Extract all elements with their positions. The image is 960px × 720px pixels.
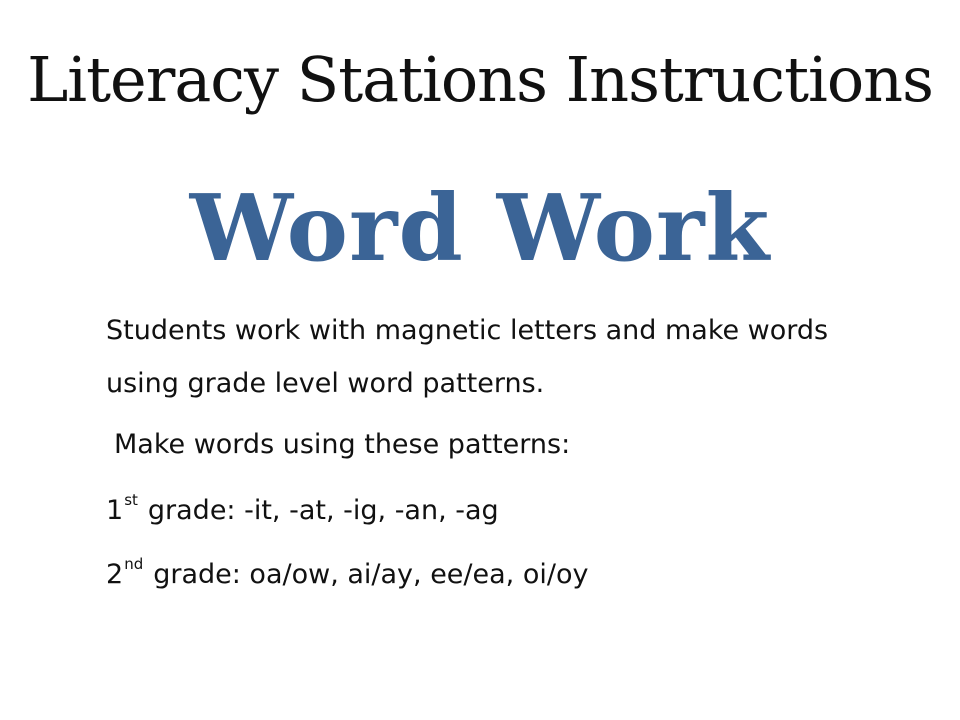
- grade-ordinal-suffix: nd: [124, 555, 144, 573]
- grade-1-pattern: [106, 491, 499, 531]
- grade-patterns: grade: oa/ow, ai/ay, ee/ea, oi/oy: [153, 559, 589, 590]
- page-title: Literacy Stations Instructions: [27, 43, 933, 116]
- description-line-1: Students work with magnetic letters and make words: [106, 315, 829, 346]
- grade-patterns: grade: -it, -at, -ig, -an, -ag: [147, 495, 499, 526]
- description-line-2: using grade level word patterns.: [106, 368, 545, 399]
- grade-number: 1: [106, 495, 124, 526]
- grade-ordinal-suffix: st: [124, 491, 138, 509]
- grade-number: 2: [106, 559, 124, 590]
- station-heading: Word Work: [189, 174, 771, 282]
- grade-2-pattern: [106, 555, 589, 595]
- instruction-text: Make words using these patterns:: [114, 429, 571, 460]
